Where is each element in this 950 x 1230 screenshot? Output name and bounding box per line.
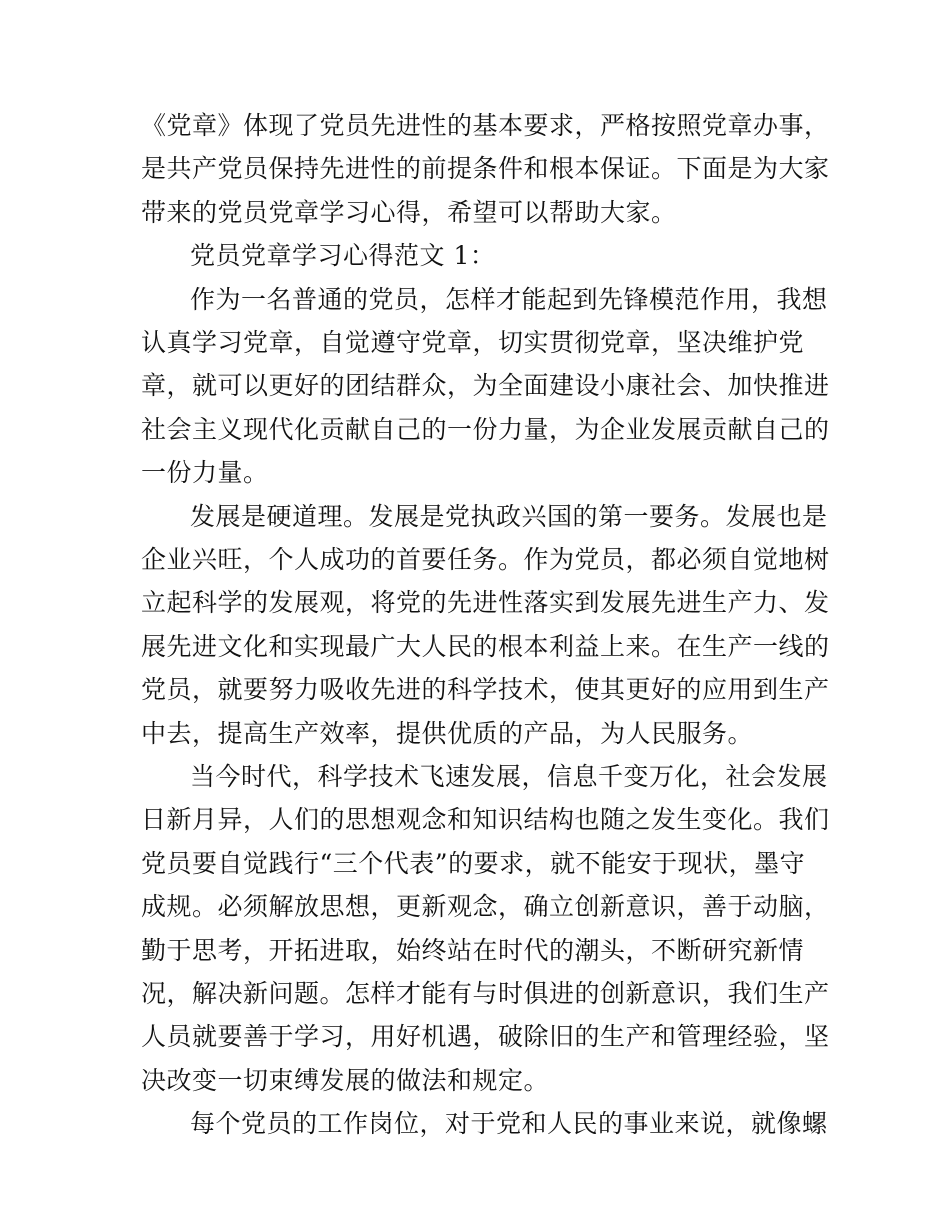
text-line: 带来的党员党章学习心得，希望可以帮助大家。 bbox=[141, 198, 677, 227]
text-line: 每个党员的工作岗位，对于党和人民的事业来说，就像螺 bbox=[190, 1109, 828, 1138]
section-heading: 党员党章学习心得范文 1： bbox=[190, 241, 496, 270]
text-line: 决改变一切束缚发展的做法和规定。 bbox=[141, 1066, 550, 1095]
text-line: 党员要自觉践行“三个代表”的要求，就不能安于现状，墨守 bbox=[141, 849, 806, 878]
text-line: 中去，提高生产效率，提供优质的产品，为人民服务。 bbox=[141, 719, 754, 748]
text-line: 认真学习党章，自觉遵守党章，切实贯彻党章，坚决维护党 bbox=[141, 328, 805, 357]
text-line: 立起科学的发展观，将党的先进性落实到发展先进生产力、发 bbox=[141, 588, 830, 617]
text-line: 发展是硬道理。发展是党执政兴国的第一要务。发展也是 bbox=[190, 502, 828, 531]
text-line: 况，解决新问题。怎样才能有与时俱进的创新意识，我们生产 bbox=[141, 979, 830, 1008]
text-line: 是共产党员保持先进性的前提条件和根本保证。下面是为大家 bbox=[141, 154, 830, 183]
text-line: 展先进文化和实现最广大人民的根本利益上来。在生产一线的 bbox=[141, 632, 830, 661]
text-line: 一份力量。 bbox=[141, 458, 269, 487]
text-line: 当今时代，科学技术飞速发展，信息千变万化，社会发展 bbox=[190, 762, 828, 791]
text-line: 人员就要善于学习，用好机遇，破除旧的生产和管理经验，坚 bbox=[141, 1022, 830, 1051]
text-line: 勤于思考，开拓进取，始终站在时代的潮头，不断研究新情 bbox=[141, 936, 805, 965]
text-line: 章，就可以更好的团结群众，为全面建设小康社会、加快推进 bbox=[141, 371, 830, 400]
text-line: 社会主义现代化贡献自己的一份力量，为企业发展贡献自己的 bbox=[141, 415, 830, 444]
text-line: 成规。必须解放思想，更新观念，确立创新意识，善于动脑， bbox=[141, 892, 830, 921]
text-line: 《党章》体现了党员先进性的基本要求，严格按照党章办事， bbox=[141, 111, 830, 140]
text-line: 作为一名普通的党员，怎样才能起到先锋模范作用，我想 bbox=[190, 285, 828, 314]
text-line: 日新月异，人们的思想观念和知识结构也随之发生变化。我们 bbox=[141, 805, 830, 834]
text-line: 党员，就要努力吸收先进的科学技术，使其更好的应用到生产 bbox=[141, 675, 830, 704]
text-line: 企业兴旺，个人成功的首要任务。作为党员，都必须自觉地树 bbox=[141, 545, 830, 574]
